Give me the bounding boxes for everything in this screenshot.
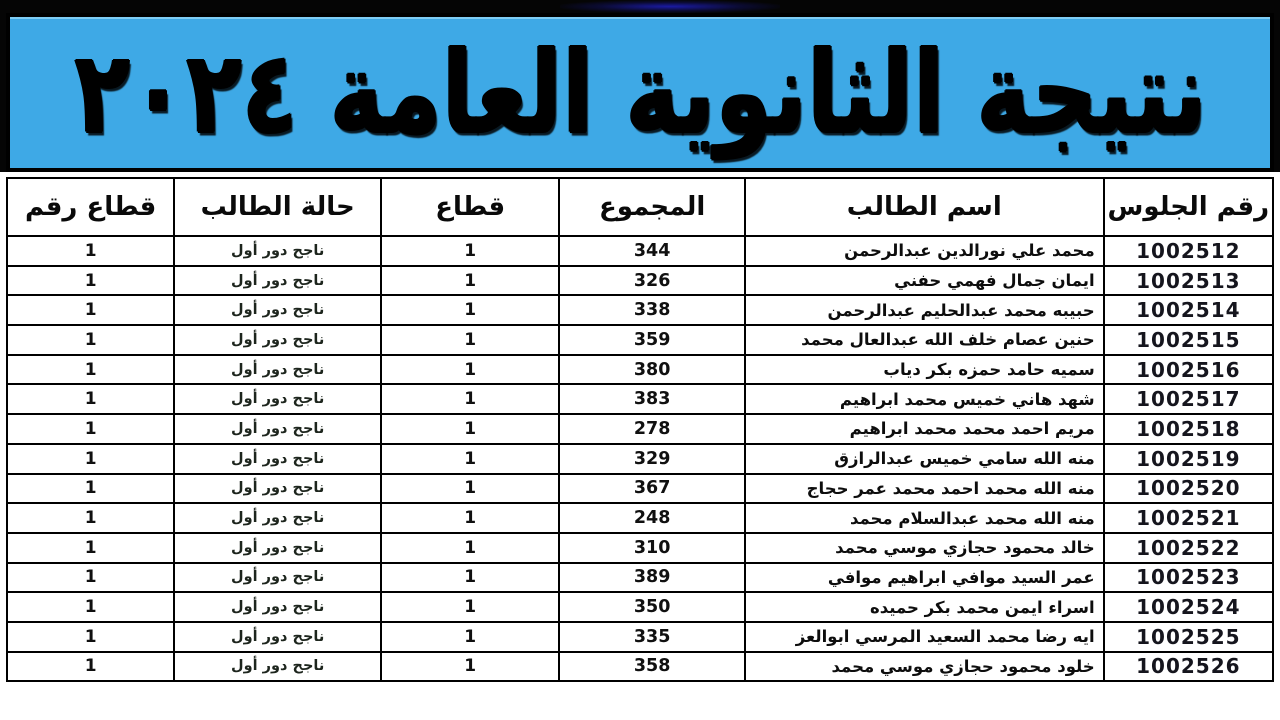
sector-cell: 1	[381, 622, 559, 652]
table-row	[7, 503, 1273, 533]
student-status-cell: ناجح دور أول	[174, 503, 381, 533]
results-table	[6, 177, 1274, 682]
sector-number-cell: 1	[7, 236, 174, 266]
seat-number-cell: 1002512	[1104, 236, 1273, 266]
sector-number-cell: 1	[7, 503, 174, 533]
sector-cell: 1	[381, 414, 559, 444]
total-score-cell: 278	[559, 414, 744, 444]
sector-number-cell: 1	[7, 384, 174, 414]
student-status-cell: ناجح دور أول	[174, 266, 381, 296]
student-status-cell: ناجح دور أول	[174, 355, 381, 385]
total-score-cell: 389	[559, 563, 744, 593]
student-name-cell: اسراء ايمن محمد بكر حميده	[745, 592, 1104, 622]
column-header-student-name: اسم الطالب	[745, 178, 1104, 236]
student-name-cell: ايمان جمال فهمي حفني	[745, 266, 1104, 296]
column-header-seat-number: رقم الجلوس	[1104, 178, 1273, 236]
column-header-sector: قطاع	[381, 178, 559, 236]
student-name-cell: محمد علي نورالدين عبدالرحمن	[745, 236, 1104, 266]
table-row	[7, 355, 1273, 385]
sector-cell: 1	[381, 384, 559, 414]
student-status-cell: ناجح دور أول	[174, 295, 381, 325]
sector-cell: 1	[381, 474, 559, 504]
sector-cell: 1	[381, 652, 559, 682]
sector-number-cell: 1	[7, 533, 174, 563]
student-name-cell: خلود محمود حجازي موسي محمد	[745, 652, 1104, 682]
student-name-cell: شهد هاني خميس محمد ابراهيم	[745, 384, 1104, 414]
sector-number-cell: 1	[7, 414, 174, 444]
sector-number-cell: 1	[7, 474, 174, 504]
student-name-cell: حنين عصام خلف الله عبدالعال محمد	[745, 325, 1104, 355]
table-row	[7, 414, 1273, 444]
table-row	[7, 474, 1273, 504]
seat-number-cell: 1002526	[1104, 652, 1273, 682]
table-row	[7, 652, 1273, 682]
student-status-cell: ناجح دور أول	[174, 622, 381, 652]
sector-cell: 1	[381, 592, 559, 622]
total-score-cell: 359	[559, 325, 744, 355]
sector-number-cell: 1	[7, 563, 174, 593]
sector-cell: 1	[381, 295, 559, 325]
total-score-cell: 350	[559, 592, 744, 622]
sector-cell: 1	[381, 503, 559, 533]
student-name-cell: منه الله سامي خميس عبدالرازق	[745, 444, 1104, 474]
student-name-cell: منه الله محمد عبدالسلام محمد	[745, 503, 1104, 533]
student-name-cell: منه الله محمد احمد محمد عمر حجاج	[745, 474, 1104, 504]
seat-number-cell: 1002513	[1104, 266, 1273, 296]
total-score-cell: 338	[559, 295, 744, 325]
seat-number-cell: 1002520	[1104, 474, 1273, 504]
total-score-cell: 383	[559, 384, 744, 414]
results-body	[7, 236, 1273, 681]
student-status-cell: ناجح دور أول	[174, 325, 381, 355]
seat-number-cell: 1002519	[1104, 444, 1273, 474]
total-score-cell: 329	[559, 444, 744, 474]
seat-number-cell: 1002524	[1104, 592, 1273, 622]
column-header-total: المجموع	[559, 178, 744, 236]
column-header-student-status: حالة الطالب	[174, 178, 381, 236]
table-row	[7, 384, 1273, 414]
student-name-cell: خالد محمود حجازي موسي محمد	[745, 533, 1104, 563]
seat-number-cell: 1002515	[1104, 325, 1273, 355]
seat-number-cell: 1002521	[1104, 503, 1273, 533]
student-status-cell: ناجح دور أول	[174, 652, 381, 682]
seat-number-cell: 1002523	[1104, 563, 1273, 593]
total-score-cell: 310	[559, 533, 744, 563]
top-black-strip	[0, 0, 1280, 172]
sector-cell: 1	[381, 444, 559, 474]
table-row	[7, 295, 1273, 325]
blue-glow-decoration	[560, 0, 780, 13]
sector-cell: 1	[381, 533, 559, 563]
seat-number-cell: 1002514	[1104, 295, 1273, 325]
sector-number-cell: 1	[7, 652, 174, 682]
sector-cell: 1	[381, 563, 559, 593]
table-row	[7, 325, 1273, 355]
student-status-cell: ناجح دور أول	[174, 384, 381, 414]
table-row	[7, 236, 1273, 266]
table-row	[7, 592, 1273, 622]
student-name-cell: حبيبه محمد عبدالحليم عبدالرحمن	[745, 295, 1104, 325]
sector-cell: 1	[381, 325, 559, 355]
student-status-cell: ناجح دور أول	[174, 236, 381, 266]
student-name-cell: مريم احمد محمد محمد ابراهيم	[745, 414, 1104, 444]
student-name-cell: عمر السيد موافي ابراهيم موافي	[745, 563, 1104, 593]
sector-number-cell: 1	[7, 622, 174, 652]
sector-cell: 1	[381, 266, 559, 296]
total-score-cell: 380	[559, 355, 744, 385]
sector-cell: 1	[381, 355, 559, 385]
sector-number-cell: 1	[7, 444, 174, 474]
table-row	[7, 533, 1273, 563]
student-name-cell: سميه حامد حمزه بكر دياب	[745, 355, 1104, 385]
seat-number-cell: 1002518	[1104, 414, 1273, 444]
total-score-cell: 326	[559, 266, 744, 296]
total-score-cell: 344	[559, 236, 744, 266]
total-score-cell: 358	[559, 652, 744, 682]
student-status-cell: ناجح دور أول	[174, 563, 381, 593]
student-status-cell: ناجح دور أول	[174, 444, 381, 474]
total-score-cell: 367	[559, 474, 744, 504]
seat-number-cell: 1002517	[1104, 384, 1273, 414]
sector-number-cell: 1	[7, 325, 174, 355]
student-status-cell: ناجح دور أول	[174, 414, 381, 444]
table-row	[7, 444, 1273, 474]
sector-number-cell: 1	[7, 266, 174, 296]
student-status-cell: ناجح دور أول	[174, 533, 381, 563]
total-score-cell: 335	[559, 622, 744, 652]
results-table-section	[0, 172, 1280, 682]
sector-number-cell: 1	[7, 355, 174, 385]
seat-number-cell: 1002522	[1104, 533, 1273, 563]
sector-number-cell: 1	[7, 295, 174, 325]
student-name-cell: ايه رضا محمد السعيد المرسي ابوالعز	[745, 622, 1104, 652]
table-row	[7, 266, 1273, 296]
page-title: نتيجة الثانوية العامة ٢٠٢٤	[73, 26, 1207, 159]
sector-cell: 1	[381, 236, 559, 266]
table-row	[7, 622, 1273, 652]
sector-number-cell: 1	[7, 592, 174, 622]
title-banner	[6, 13, 1274, 172]
table-row	[7, 563, 1273, 593]
student-status-cell: ناجح دور أول	[174, 592, 381, 622]
column-header-sector-number: قطاع رقم	[7, 178, 174, 236]
seat-number-cell: 1002525	[1104, 622, 1273, 652]
student-status-cell: ناجح دور أول	[174, 474, 381, 504]
seat-number-cell: 1002516	[1104, 355, 1273, 385]
table-header-row	[7, 178, 1273, 236]
total-score-cell: 248	[559, 503, 744, 533]
